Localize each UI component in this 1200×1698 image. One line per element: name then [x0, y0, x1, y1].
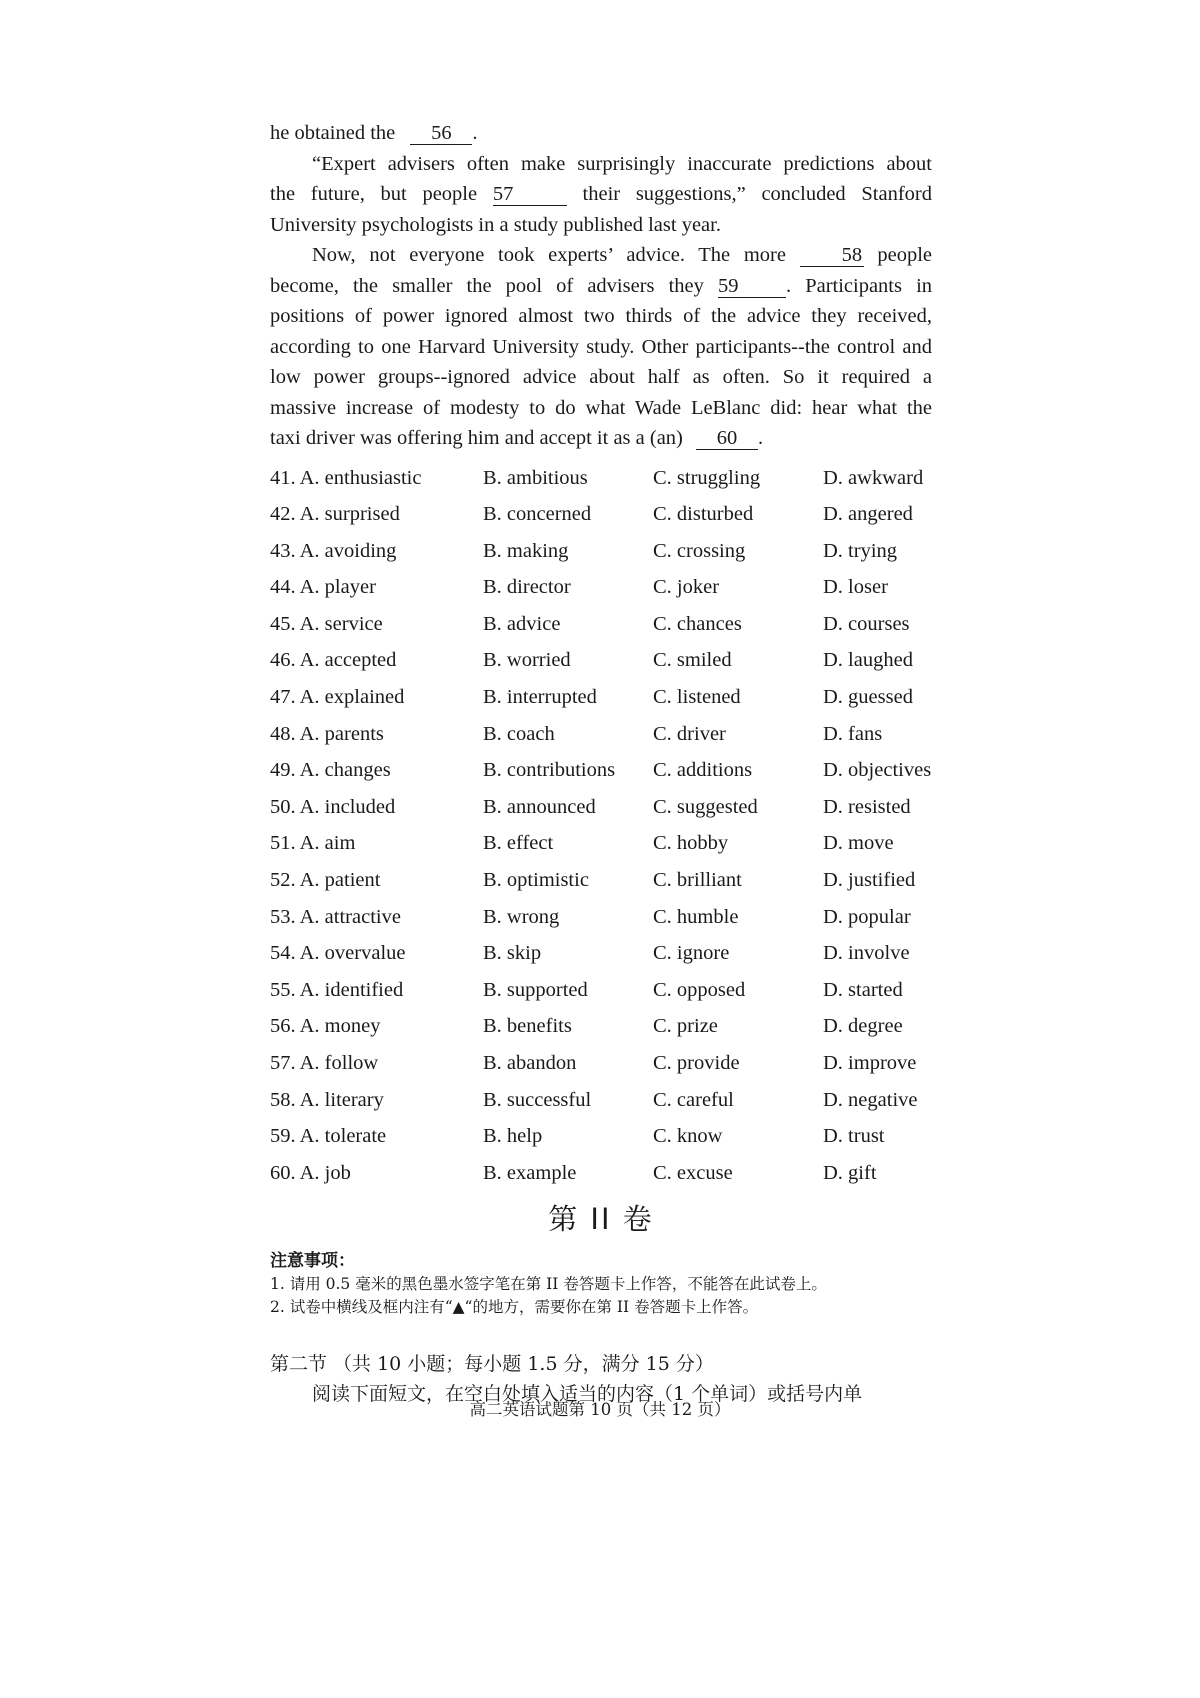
question-row: 41. A. enthusiastic B. ambitious C. struggling D. awkward — [270, 466, 924, 489]
part2-heading: 第二节 （共 10 小题；每小题 1.5 分，满分 15 分） — [270, 1353, 714, 1376]
passage-line: become, the smaller the pool of advisers they 59 . Participants in — [270, 274, 933, 297]
question-row: 43. A. avoiding B. making C. crossing D. trying — [270, 539, 898, 562]
part2-instructions: 阅读下面短文，在空白处填入适当的内容（1 个单词）或括号内单 — [312, 1383, 863, 1406]
passage-line: Now, not everyone took experts’ advice. The more 58 people — [312, 244, 932, 266]
question-row: 53. A. attractive B. wrong C. humble D. popular — [270, 905, 911, 928]
question-row: 45. A. service B. advice C. chances D. courses — [270, 612, 910, 635]
question-row: 46. A. accepted B. worried C. smiled D. laughed — [270, 649, 913, 672]
question-row: 44. A. player B. director C. joker D. loser — [270, 576, 888, 599]
question-row: 51. A. aim B. effect C. hobby D. move — [270, 832, 894, 855]
question-row: 59. A. tolerate B. help C. know D. trust — [270, 1125, 885, 1148]
question-row: 58. A. literary B. successful C. careful D. negative — [270, 1088, 918, 1111]
question-row: 60. A. job B. example C. excuse D. gift — [270, 1161, 877, 1184]
answer-blank-57: 57 — [493, 183, 567, 206]
passage-line: taxi driver was offering him and accept it as a (an) 60 . — [270, 427, 764, 449]
passage-line — [270, 118, 932, 149]
section-title: 第 II 卷 — [548, 1202, 654, 1237]
question-row: 54. A. overvalue B. skip C. ignore D. involve — [270, 942, 910, 965]
answer-blank-58: 58 — [800, 244, 864, 267]
question-row: 42. A. surprised B. concerned C. disturbed D. angered — [270, 503, 913, 526]
passage-line: massive increase of modesty to do what Wade LeBlanc did: hear what the — [270, 396, 932, 419]
passage-line: low power groups--ignored advice about half as often. So it required a — [270, 366, 932, 388]
passage-line: University psychologists in a study published last year. — [270, 213, 721, 236]
passage-line: positions of power ignored almost two thirds of the advice they received, — [270, 305, 932, 327]
question-row: 47. A. explained B. interrupted C. listened D. guessed — [270, 686, 913, 709]
question-row: 55. A. identified B. supported C. opposed D. started — [270, 978, 903, 1001]
answer-blank-59: 59 — [718, 275, 786, 298]
exam-page-content — [270, 118, 932, 1409]
question-row: 50. A. included B. announced C. suggested D. resisted — [270, 795, 911, 818]
passage-line: “Expert advisers often make surprisingly inaccurate predictions about — [312, 152, 932, 175]
multiple-choice-options — [270, 460, 932, 1192]
question-row: 48. A. parents B. coach C. driver D. fans — [270, 722, 883, 745]
question-row: 57. A. follow B. abandon C. provide D. improve — [270, 1052, 917, 1074]
question-row: 56. A. money B. benefits C. prize D. degree — [270, 1015, 903, 1038]
answer-blank-56: 56 — [410, 122, 472, 145]
question-row: 49. A. changes B. contributions C. additions D. objectives — [270, 759, 932, 782]
note-item: 2. 试卷中横线及框内注有“▲“的地方，需要你在第 II 卷答题卡上作答。 — [270, 1298, 759, 1317]
page-footer: 高二英语试题第 10 页（共 12 页） — [469, 1400, 731, 1419]
question-row: 52. A. patient B. optimistic C. brilliant D. justified — [270, 869, 916, 892]
answer-blank-60: 60 — [696, 427, 758, 450]
notes-heading: 注意事项： — [270, 1251, 355, 1272]
passage-text: . — [472, 122, 478, 144]
passage-line: according to one Harvard University study. Other participants--the control and — [270, 335, 932, 358]
passage-line: the future, but people 57 their suggestions,” concluded Stanford — [270, 183, 932, 205]
passage-text: he obtained the — [270, 122, 396, 144]
note-item: 1. 请用 0.5 毫米的黑色墨水签字笔在第 II 卷答题卡上作答，不能答在此试卷上。 — [270, 1275, 827, 1294]
